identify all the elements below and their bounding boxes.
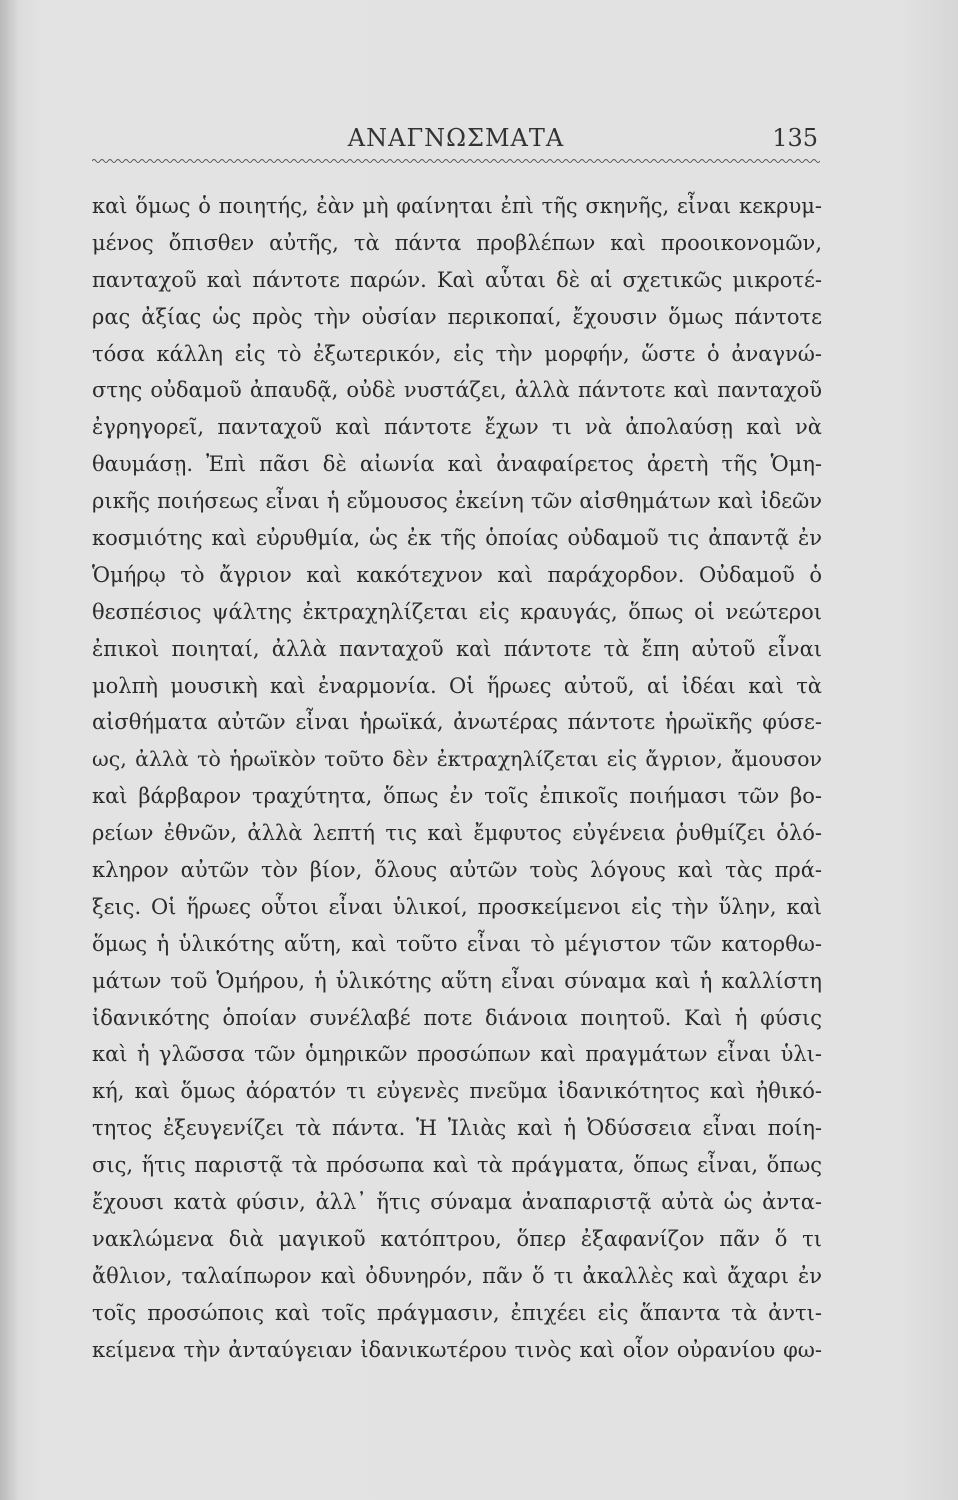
body-text bbox=[92, 188, 822, 1369]
text-line: μολπὴ μουσικὴ καὶ ἐναρμονία. Οἱ ἥρωες αὐτοῦ, αἱ ἰδέαι καὶ τὰ bbox=[92, 673, 822, 698]
text-line: ἰδανικότης ὁποίαν συνέλαβέ ποτε διάνοια ποιητοῦ. Καὶ ἡ φύσις bbox=[92, 1005, 822, 1030]
text-line: καὶ βάρβαρον τραχύτητα, ὅπως ἐν τοῖς ἐπικοῖς ποιήμασι τῶν βο- bbox=[92, 784, 822, 809]
text-line: κείμενα τὴν ἀνταύγειαν ἰδανικωτέρου τινὸς καὶ οἷον οὐρανίου φω- bbox=[92, 1337, 822, 1362]
text-line: Ὁμήρῳ τὸ ἄγριον καὶ κακότεχνον καὶ παράχορδον. Οὐδαμοῦ ὁ bbox=[92, 562, 822, 587]
header-wavy-rule bbox=[92, 157, 820, 165]
text-line: ἄθλιον, ταλαίπωρον καὶ ὀδυνηρόν, πᾶν ὅ τι ἀκαλλὲς καὶ ἄχαρι ἐν bbox=[92, 1263, 822, 1288]
text-line: πανταχοῦ καὶ πάντοτε παρών. Καὶ αὗται δὲ αἱ σχετικῶς μικροτέ- bbox=[92, 267, 822, 292]
text-line: κή, καὶ ὅμως ἀόρατόν τι εὐγενὲς πνεῦμα ἰδανικότητος καὶ ἠθικό- bbox=[92, 1079, 822, 1104]
text-line: κοσμιότης καὶ εὐρυθμία, ὡς ἐκ τῆς ὁποίας οὐδαμοῦ τις ἀπαντᾷ ἐν bbox=[92, 526, 822, 551]
text-line: ξεις. Οἱ ἥρωες οὗτοι εἶναι ὑλικοί, προσκείμενοι εἰς τὴν ὕλην, καὶ bbox=[92, 894, 822, 919]
text-line: στης οὐδαμοῦ ἀπαυδᾷ, οὐδὲ νυστάζει, ἀλλὰ πάντοτε καὶ πανταχοῦ bbox=[92, 378, 822, 403]
text-line: ρας ἀξίας ὡς πρὸς τὴν οὐσίαν περικοπαί, ἔχουσιν ὅμως πάντοτε bbox=[92, 304, 822, 329]
text-line: μένος ὄπισθεν αὐτῆς, τὰ πάντα προβλέπων καὶ προοικονομῶν, bbox=[92, 230, 822, 255]
page-number: 135 bbox=[772, 124, 818, 152]
text-line: τητος ἐξευγενίζει τὰ πάντα. Ἡ Ἰλιὰς καὶ ἡ Ὀδύσσεια εἶναι ποίη- bbox=[92, 1116, 822, 1141]
page-gutter-shadow bbox=[0, 0, 18, 1500]
text-line: ἐπικοὶ ποιηταί, ἀλλὰ πανταχοῦ καὶ πάντοτε τὰ ἔπη αὐτοῦ εἶναι bbox=[92, 636, 822, 661]
text-line: ρικῆς ποιήσεως εἶναι ἡ εὔμουσος ἐκείνη τῶν αἰσθημάτων καὶ ἰδεῶν bbox=[92, 489, 822, 514]
text-line: τόσα κάλλη εἰς τὸ ἐξωτερικόν, εἰς τὴν μορφήν, ὥστε ὁ ἀναγνώ- bbox=[92, 341, 822, 366]
text-line: μάτων τοῦ Ὁμήρου, ἡ ὑλικότης αὕτη εἶναι σύναμα καὶ ἡ καλλίστη bbox=[92, 968, 822, 993]
text-line: καὶ ὅμως ὁ ποιητής, ἐὰν μὴ φαίνηται ἐπὶ τῆς σκηνῆς, εἶναι κεκρυμ- bbox=[92, 194, 822, 218]
text-line: τοῖς προσώποις καὶ τοῖς πράγμασιν, ἐπιχέει εἰς ἅπαντα τὰ ἀντι- bbox=[92, 1300, 822, 1325]
text-line: νακλώμενα διὰ μαγικοῦ κατόπτρου, ὅπερ ἐξαφανίζον πᾶν ὅ τι bbox=[92, 1226, 822, 1251]
text-line: σις, ἥτις παριστᾷ τὰ πρόσωπα καὶ τὰ πράγματα, ὅπως εἶναι, ὅπως bbox=[92, 1153, 822, 1178]
text-line: κληρον αὐτῶν τὸν βίον, ὅλους αὐτῶν τοὺς λόγους καὶ τὰς πρά- bbox=[92, 858, 822, 883]
text-line: θαυμάσῃ. Ἐπὶ πᾶσι δὲ αἰωνία καὶ ἀναφαίρετος ἀρετὴ τῆς Ὁμη- bbox=[92, 452, 822, 477]
text-line: καὶ ἡ γλῶσσα τῶν ὁμηρικῶν προσώπων καὶ πραγμάτων εἶναι ὑλι- bbox=[92, 1042, 822, 1067]
text-line: ὅμως ἡ ὑλικότης αὕτη, καὶ τοῦτο εἶναι τὸ μέγιστον τῶν κατορθω- bbox=[92, 931, 822, 956]
text-line: θεσπέσιος ψάλτης ἐκτραχηλίζεται εἰς κραυγάς, ὅπως οἱ νεώτεροι bbox=[92, 599, 822, 624]
text-line: ἔχουσι κατὰ φύσιν, ἀλλ᾽ ἥτις σύναμα ἀναπαριστᾷ αὐτὰ ὡς ἀντα- bbox=[92, 1190, 822, 1215]
text-line: ως, ἀλλὰ τὸ ἡρωϊκὸν τοῦτο δὲν ἐκτραχηλίζεται εἰς ἄγριον, ἄμουσον bbox=[92, 747, 822, 772]
running-title: ΑΝΑΓΝΩΣΜΑΤΑ bbox=[347, 124, 565, 152]
text-line: ἐγρηγορεῖ, πανταχοῦ καὶ πάντοτε ἔχων τι νὰ ἀπολαύσῃ καὶ νὰ bbox=[92, 415, 822, 440]
text-line: αἰσθήματα αὐτῶν εἶναι ἡρωϊκά, ἀνωτέρας πάντοτε ἡρωϊκῆς φύσε- bbox=[92, 710, 822, 735]
text-line: ρείων ἐθνῶν, ἀλλὰ λεπτή τις καὶ ἔμφυτος εὐγένεια ῥυθμίζει ὁλό- bbox=[92, 821, 822, 846]
